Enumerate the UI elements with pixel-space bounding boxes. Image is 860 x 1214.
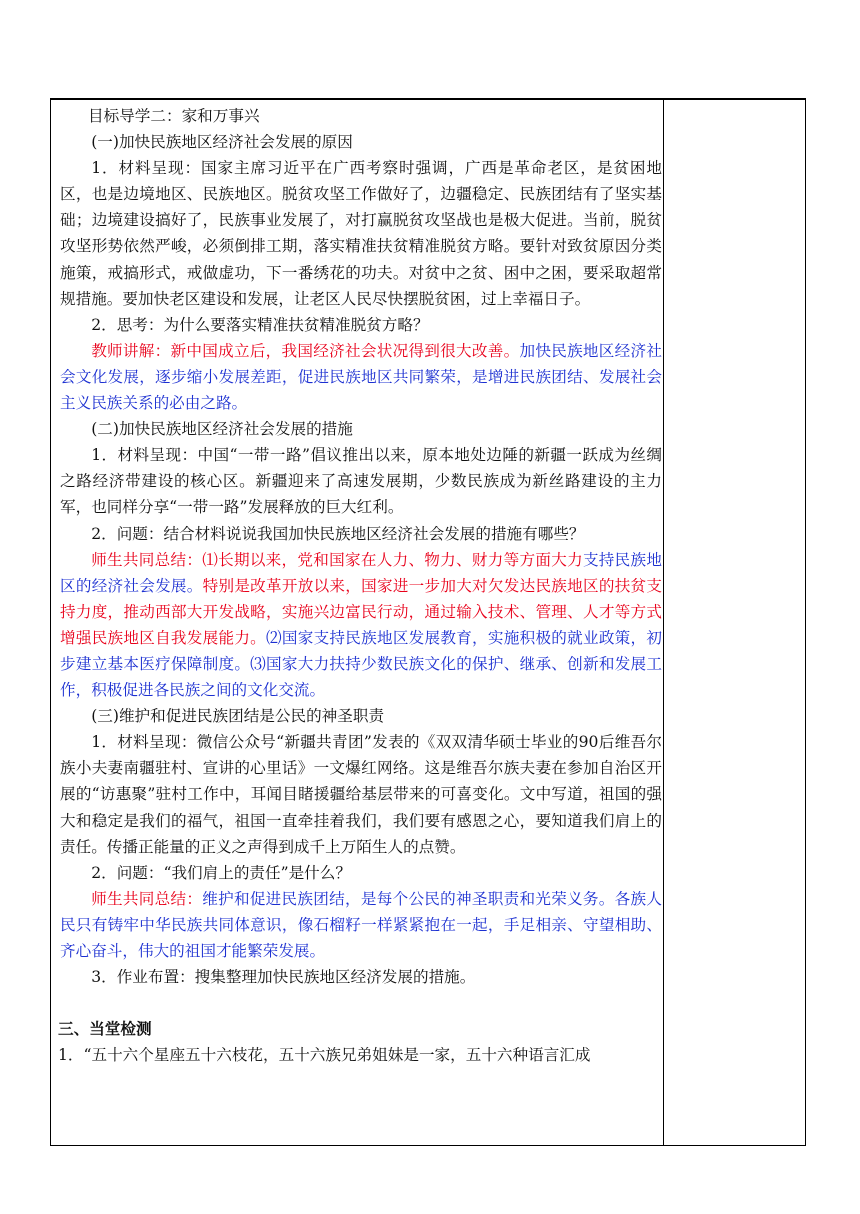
part3-answer-red: 师生共同总结： <box>91 889 203 908</box>
part1-answer <box>60 338 662 416</box>
part1-answer-red: 教师讲解：新中国成立后，我国经济社会状况得到很大改善。 <box>91 341 520 360</box>
part3-question: 2．问题：“我们肩上的责任”是什么？ <box>91 863 351 882</box>
part2-material: 1．材料呈现：中国“一带一路”倡议推出以来，原本地处边陲的新疆一跃成为丝绸之路经济带建设的核心区。新疆迎来了高速发展期，少数民族成为新丝路建设的主力军，也同样分享“一带一路”发展释放的巨大红利。 <box>60 446 662 517</box>
part2-answer-red-1: 师生共同总结：⑴长期以来，党和国家在人力、物力、财力等方面大力 <box>91 550 583 569</box>
part2-answer-red-2: 特别是改革开放以来，国家进一步加大对欠发达民族地区的扶贫支持力度，推动西部大开发战略，实施兴边富民行动，通过输入技术、管理、人才等方式增强民族地区自我发展能力。 <box>60 576 662 647</box>
part1-heading: (一)加快民族地区经济社会发展的原因 <box>91 133 353 152</box>
part1-question: 2．思考：为什么要落实精准扶贫精准脱贫方略？ <box>91 315 429 334</box>
part3-material: 1．材料呈现：微信公众号“新疆共青团”发表的《双双清华硕士毕业的90后维吾尔族小夫妻南疆驻村、宣讲的心里话》一文爆红网络。这是维吾尔族夫妻在参加自治区开展的“访惠聚”驻村工作中，耳闻目睹援疆给基层带来的可喜变化。文中写道，祖国的强大和稳定是我们的福气，祖国一直牵挂着我们，我们要有感恩之心，要知道我们肩上的责任。传播正能量的正义之声得到成千上万陌生人的点赞。 <box>60 733 662 856</box>
table-top-border <box>50 98 806 100</box>
main-content-cell <box>60 103 662 1068</box>
table-left-border <box>50 98 51 1146</box>
part2-question: 2．问题：结合材料说说我国加快民族地区经济社会发展的措施有哪些？ <box>91 524 585 543</box>
part1-material: 1．材料呈现：国家主席习近平在广西考察时强调，广西是革命老区，是贫困地区，也是边境地区、民族地区。脱贫攻坚工作做好了，边疆稳定、民族团结有了坚实基础；边境建设搞好了，民族事业发展了，对打赢脱贫攻坚战也是极大促进。当前，脱贫攻坚形势依然严峻，必须倒排工期，落实精准扶贫精准脱贫方略。要针对致贫原因分类施策，戒搞形式，戒做虚功，下一番绣花的功夫。对贫中之贫、困中之困，要采取超常规措施。要加快老区建设和发展，让老区人民尽快摆脱贫困，过上幸福日子。 <box>60 159 662 308</box>
table-mid-border <box>663 98 664 1146</box>
part1-answer-blue: 加快民族地区经济社会文化发展，逐步缩小发展差距，促进民族地区共同繁荣，是增进民族团结、发展社会主义民族关系的必由之路。 <box>60 341 662 413</box>
part2-answer <box>60 547 662 704</box>
part2-heading: (二)加快民族地区经济社会发展的措施 <box>91 420 353 439</box>
section2-title: 目标导学二：家和万事兴 <box>88 107 260 125</box>
part2-answer-blue-2: ⑵国家支持民族地区发展教育，实施积极的就业政策，初步建立基本医疗保障制度。⑶国家大力扶持少数民族文化的保护、继承、创新和发展工作，积极促进各民族之间的文化交流。 <box>60 628 662 700</box>
part2-answer-blue-1: 支持民族地区的经济社会发展。 <box>60 550 662 595</box>
table-right-border <box>805 98 806 1146</box>
spacer <box>60 990 662 1016</box>
part3-answer <box>60 886 662 964</box>
question-1: 1．“五十六个星座五十六枝花，五十六族兄弟姐妹是一家，五十六种语言汇成 <box>58 1046 591 1065</box>
part3-homework: 3．作业布置：搜集整理加快民族地区经济发展的措施。 <box>91 968 476 987</box>
part3-answer-blue: 维护和促进民族团结，是每个公民的神圣职责和光荣义务。各族人民只有铸牢中华民族共同体意识，像石榴籽一样紧紧抱在一起，手足相亲、守望相助、齐心奋斗，伟大的祖国才能繁荣发展。 <box>60 889 662 960</box>
part3-heading: (三)维护和促进民族团结是公民的神圣职责 <box>91 707 385 726</box>
section3-title: 三、当堂检测 <box>58 1019 152 1039</box>
table-bottom-border <box>50 1145 806 1146</box>
